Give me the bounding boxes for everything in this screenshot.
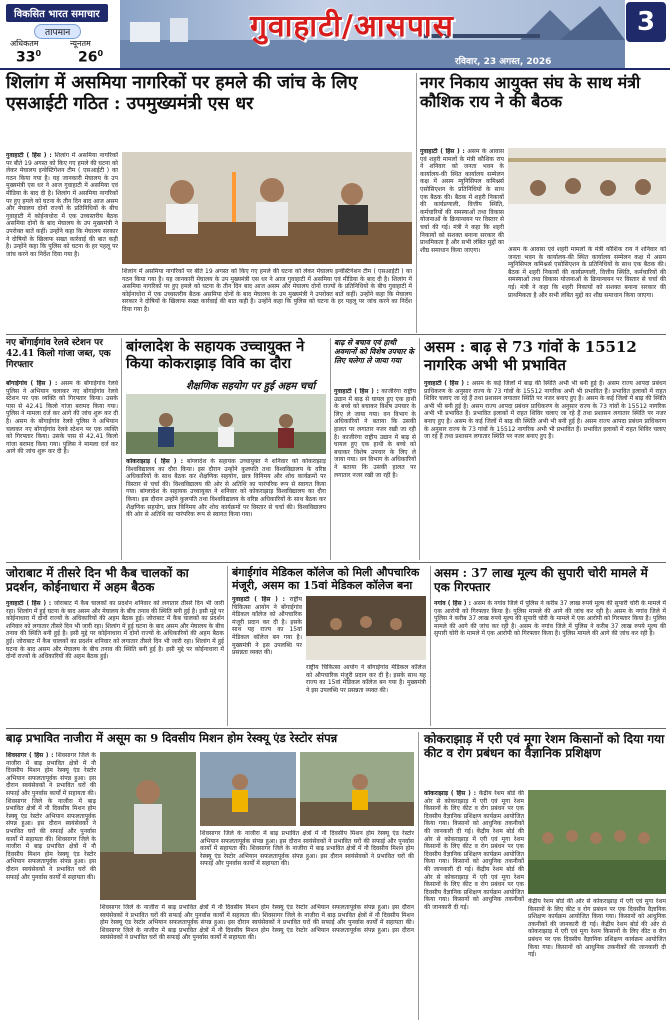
temperature-box: तापमान अधिकतम न्यूनतम $33^0$ $26^0$ [8, 24, 120, 64]
article-3-body: बोंगाईगांव ( हिंस ) : असम के बोंगाईगांव रेलवे पुलिस ने अभियान चलाकर नए बोंगाईगांव रेलवे स्टेशन पर एक व्यक्ति को गिरफ्तार किया। उसके पास से 42.41 किलो गांजा बरामद किया गया। पुलिस ने मामला दर्ज कर आगे की जांच शुरू कर दी है। असम के बोंगाईगांव रेलवे पुलिस ने अभियान चलाकर नए बोंगाईगांव रेलवे स्टेशन पर एक व्यक्ति को गिरफ्तार किया। उसके पास से 42.41 किलो गांजा बरामद किया गया। पुलिस ने मामला दर्ज कर आगे की जांच शुरू कर दी है। [6, 380, 118, 456]
brand-name: विकसित भारत समाचार [6, 4, 108, 22]
article-5-headline: बाढ़ से बचाव एवं हाथी अवमानों को विशेष उपचार के लिए चलेगा ले जाया गया [334, 338, 415, 365]
article-3-headline: नए बोंगाईगांव रेलवे स्टेशन पर 42.41 किलो गांजा जब्त, एक गिरफ्तार [6, 338, 111, 370]
article-9-headline: असम : 37 लाख मूल्य की सुपारी चोरी मामले में एक गिरफ्तार [434, 566, 648, 595]
article-1-body-cont: शिलांग में असमिया नागरिकों पर बीते 19 अगस्त को किए गए हमले की घटना को लेकर मेघालय इन्वेस्टिगेशन टीम ( एसआईटी ) का गठन किया गया है। यह जानकारी मेघालय के उप मुख्यमंत्री एस धर ने आज गुवाहाटी में असमिया एवं मीडिया के बाद दी है। शिलांग में असमिया नागरिकों पर हुए हमले को घटना के तीन दिन बाद आज असम और मेघालय दोनों राज्यों के प्रतिनिधियों के बीच गुवाहाटी में कोईनाधोरा में एक उच्चस्तरीय बैठक असमिया दोनों के बाद मेघालय के उप मुख्यमंत्री ने उपरोक्त बातें कहीं। उन्होंने कहा कि मेघालय सरकार ने दोषियों के खिलाफ सख्त कार्रवाई की बात कही है। उन्होंने कहा कि पुलिस को घटना के हर पहलू पर जांच करने का निर्देश दिया गया है। [122, 268, 412, 313]
article-10-headline: बाढ़ प्रभावित नाजीरा में असूम का 9 दिवसीय मिशन होम रेस्क्यू एंड रेस्टोर संपन्न [6, 731, 338, 745]
article-4-photo [126, 394, 326, 454]
temperature-title: तापमान [34, 24, 81, 39]
article-2-headline: नगर निकाय आयुक्त संघ के साथ मंत्री कौशिक राय ने की बैठक [420, 73, 641, 112]
article-2-photo [508, 148, 666, 242]
article-10-photo-1 [100, 752, 196, 900]
article-1-photo [122, 152, 412, 264]
article-7-headline: जोराबाट में तीसरे दिन भी कैब चालकों का प्रदर्शन, कोईनाधारा में अहम बैठक [6, 566, 189, 595]
article-11-photo [528, 790, 666, 894]
min-temp-value: 26 [78, 49, 98, 66]
article-11-headline: कोकराझाड़ में एरी एवं मूगा रेशम किसानों को दिया गया कीट व रोग प्रबंधन का वैज्ञानिक प्रशिक्षण [424, 732, 665, 761]
article-6-headline: असम : बाढ़ से 73 गांवों के 15512 नागरिक अभी भी प्रभावित [424, 338, 637, 374]
article-8-headline: बंगाईगांव मेडिकल कॉलेज को मिली औपचारिक मंजूरी, असम का 15वां मेडिकल कॉलेज बना [232, 566, 420, 593]
article-2-body-cont: असम के आवास एवं शहरी मामलों के मंत्री कौशिक राय ने शनिवार को जनता भवन के कार्यालय-की स्थित कार्यालय सम्मेलन कक्ष में असम म्युनिसिपल कमिश्नर्स एसोसिएशन के प्रतिनिधियों के साथ एक बैठक की। बैठक में शहरी निकायों की कार्यप्रणाली, वित्तीय स्थिति, कर्मचारियों की समस्याओं तथा विकास योजनाओं के क्रियान्वयन पर विस्तार से चर्चा की गई। मंत्री ने कहा कि शहरी निकायों को सशक्त बनाना सरकार की प्राथमिकता है और सभी लंबित मुद्दों का शीघ्र समाधान किया जाएगा। [508, 246, 666, 299]
article-2-body: गुवाहाटी ( हिंस ) : असम के आवास एवं शहरी मामलों के मंत्री कौशिक राय ने शनिवार को जनता भवन के कार्यालय-की स्थित कार्यालय सम्मेलन कक्ष में असम म्युनिसिपल कमिश्नर्स एसोसिएशन के प्रतिनिधियों के साथ एक बैठक की। बैठक में शहरी निकायों की कार्यप्रणाली, वित्तीय स्थिति, कर्मचारियों की समस्याओं तथा विकास योजनाओं के क्रियान्वयन पर विस्तार से चर्चा की गई। मंत्री ने कहा कि शहरी निकायों को सशक्त बनाना सरकार की प्राथमिकता है और सभी लंबित मुद्दों का शीघ्र समाधान किया जाएगा। [420, 148, 504, 254]
article-10-body-cont: शिवसागर जिले के नाजीरा में बाढ़ प्रभावित क्षेत्रों में नौ दिवसीय मिशन होम रेस्क्यू एंड रेस्टोर अभियान सफलतापूर्वक संपन्न हुआ। इस दौरान स्वयंसेवकों ने प्रभावित घरों की सफाई और पुनर्वास कार्यों में सहायता की। शिवसागर जिले के नाजीरा में बाढ़ प्रभावित क्षेत्रों में नौ दिवसीय मिशन होम रेस्क्यू एंड रेस्टोर अभियान सफलतापूर्वक संपन्न हुआ। इस दौरान स्वयंसेवकों ने प्रभावित घरों की सफाई और पुनर्वास कार्यों में सहायता की। [200, 830, 414, 868]
article-10-photo-3 [300, 752, 414, 826]
article-7-body: गुवाहाटी ( हिंस ) : जोराबाट में कैब चालकों का प्रदर्शन शनिवार को लगातार तीसरे दिन भी जारी रहा। शिलांग में हुई घटना के बाद असम और मेघालय के बीच तनाव की स्थिति बनी हुई है। इसी मुद्दे पर कोईनाधारा में दोनों राज्यों के अधिकारियों की अहम बैठक हुई। जोराबाट में कैब चालकों का प्रदर्शन शनिवार को लगातार तीसरे दिन भी जारी रहा। शिलांग में हुई घटना के बाद असम और मेघालय के बीच तनाव की स्थिति बनी हुई है। इसी मुद्दे पर कोईनाधारा में दोनों राज्यों के अधिकारियों की अहम बैठक हुई। जोराबाट में कैब चालकों का प्रदर्शन शनिवार को लगातार तीसरे दिन भी जारी रहा। शिलांग में हुई घटना के बाद असम और मेघालय के बीच तनाव की स्थिति बनी हुई है। इसी मुद्दे पर कोईनाधारा में दोनों राज्यों के अधिकारियों की अहम बैठक हुई। [6, 600, 224, 661]
article-10-photo-2 [200, 752, 296, 826]
article-11-body: कोकराझाड़ ( हिंस ) : केंद्रीय रेशम बोर्ड की ओर से कोकराझाड़ में एरी एवं मूगा रेशम किसानों के लिए कीट व रोग प्रबंधन पर एक दिवसीय वैज्ञानिक प्रशिक्षण कार्यक्रम आयोजित किया गया। किसानों को आधुनिक तकनीकों की जानकारी दी गई। केंद्रीय रेशम बोर्ड की ओर से कोकराझाड़ में एरी एवं मूगा रेशम किसानों के लिए कीट व रोग प्रबंधन पर एक दिवसीय वैज्ञानिक प्रशिक्षण कार्यक्रम आयोजित किया गया। किसानों को आधुनिक तकनीकों की जानकारी दी गई। केंद्रीय रेशम बोर्ड की ओर से कोकराझाड़ में एरी एवं मूगा रेशम किसानों के लिए कीट व रोग प्रबंधन पर एक दिवसीय वैज्ञानिक प्रशिक्षण कार्यक्रम आयोजित किया गया। किसानों को आधुनिक तकनीकों की जानकारी दी गई। [424, 790, 524, 911]
article-8-body: गुवाहाटी ( हिंस ) : राष्ट्रीय चिकित्सा आयोग ने बोंगाईगांव मेडिकल कॉलेज को औपचारिक मंजूरी प्रदान कर दी है। इसके साथ यह राज्य का 15वां मेडिकल कॉलेज बन गया है। मुख्यमंत्री ने इस उपलब्धि पर प्रसन्नता व्यक्त की। [232, 596, 302, 657]
article-10-body: शिवसागर ( हिंस ) : शिवसागर जिले के नाजीरा में बाढ़ प्रभावित क्षेत्रों में नौ दिवसीय मिशन होम रेस्क्यू एंड रेस्टोर अभियान सफलतापूर्वक संपन्न हुआ। इस दौरान स्वयंसेवकों ने प्रभावित घरों की सफाई और पुनर्वास कार्यों में सहायता की। शिवसागर जिले के नाजीरा में बाढ़ प्रभावित क्षेत्रों में नौ दिवसीय मिशन होम रेस्क्यू एंड रेस्टोर अभियान सफलतापूर्वक संपन्न हुआ। इस दौरान स्वयंसेवकों ने प्रभावित घरों की सफाई और पुनर्वास कार्यों में सहायता की। शिवसागर जिले के नाजीरा में बाढ़ प्रभावित क्षेत्रों में नौ दिवसीय मिशन होम रेस्क्यू एंड रेस्टोर अभियान सफलतापूर्वक संपन्न हुआ। इस दौरान स्वयंसेवकों ने प्रभावित घरों की सफाई और पुनर्वास कार्यों में सहायता की। [6, 752, 96, 881]
article-10-body-cont-2: शिवसागर जिले के नाजीरा में बाढ़ प्रभावित क्षेत्रों में नौ दिवसीय मिशन होम रेस्क्यू एंड रेस्टोर अभियान सफलतापूर्वक संपन्न हुआ। इस दौरान स्वयंसेवकों ने प्रभावित घरों की सफाई और पुनर्वास कार्यों में सहायता की। शिवसागर जिले के नाजीरा में बाढ़ प्रभावित क्षेत्रों में नौ दिवसीय मिशन होम रेस्क्यू एंड रेस्टोर अभियान सफलतापूर्वक संपन्न हुआ। इस दौरान स्वयंसेवकों ने प्रभावित घरों की सफाई और पुनर्वास कार्यों में सहायता की। शिवसागर जिले के नाजीरा में बाढ़ प्रभावित क्षेत्रों में नौ दिवसीय मिशन होम रेस्क्यू एंड रेस्टोर अभियान सफलतापूर्वक संपन्न हुआ। इस दौरान स्वयंसेवकों ने प्रभावित घरों की सफाई और पुनर्वास कार्यों में सहायता की। [100, 904, 414, 942]
max-temp-label: अधिकतम [10, 39, 39, 48]
article-9-body: नगांव ( हिंस ) : असम के नगांव जिले में पुलिस ने करीब 37 लाख रुपये मूल्य की सुपारी चोरी के मामले में एक आरोपी को गिरफ्तार किया है। पुलिस मामले की आगे की जांच कर रही है। असम के नगांव जिले में पुलिस ने करीब 37 लाख रुपये मूल्य की सुपारी चोरी के मामले में एक आरोपी को गिरफ्तार किया है। पुलिस मामले की आगे की जांच कर रही है। असम के नगांव जिले में पुलिस ने करीब 37 लाख रुपये मूल्य की सुपारी चोरी के मामले में एक आरोपी को गिरफ्तार किया है। पुलिस मामले की आगे की जांच कर रही है। [434, 600, 666, 638]
issue-date: रविवार, 23 अगस्त, 2026 [455, 57, 552, 67]
masthead [0, 0, 670, 70]
article-6-body: गुवाहाटी ( हिंस ) : असम के कई जिलों में बाढ़ की स्थिति अभी भी बनी हुई है। असम राज्य आपदा प्रबंधन प्राधिकरण के अनुसार राज्य के 73 गांवों के 15512 नागरिक अभी भी प्रभावित हैं। प्रभावित इलाकों में राहत शिविर चलाए जा रहे हैं तथा प्रशासन लगातार स्थिति पर नजर बनाए हुए है। असम के कई जिलों में बाढ़ की स्थिति अभी भी बनी हुई है। असम राज्य आपदा प्रबंधन प्राधिकरण के अनुसार राज्य के 73 गांवों के 15512 नागरिक अभी भी प्रभावित हैं। प्रभावित इलाकों में राहत शिविर चलाए जा रहे हैं तथा प्रशासन लगातार स्थिति पर नजर बनाए हुए है। असम के कई जिलों में बाढ़ की स्थिति अभी भी बनी हुई है। असम राज्य आपदा प्रबंधन प्राधिकरण के अनुसार राज्य के 73 गांवों के 15512 नागरिक अभी भी प्रभावित हैं। प्रभावित इलाकों में राहत शिविर चलाए जा रहे हैं तथा प्रशासन लगातार स्थिति पर नजर बनाए हुए है। [424, 380, 666, 441]
article-4-subheadline: शैक्षणिक सहयोग पर हुई अहम चर्चा [186, 381, 316, 392]
article-8-photo [306, 596, 426, 660]
article-8-body-cont: राष्ट्रीय चिकित्सा आयोग ने बोंगाईगांव मेडिकल कॉलेज को औपचारिक मंजूरी प्रदान कर दी है। इसके साथ यह राज्य का 15वां मेडिकल कॉलेज बन गया है। मुख्यमंत्री ने इस उपलब्धि पर प्रसन्नता व्यक्त की। [306, 664, 426, 694]
article-1-body: गुवाहाटी ( हिंस ) : शिलांग में असमिया नागरिकों पर बीते 19 अगस्त को किए गए हमले की घटना को लेकर मेघालय इन्वेस्टिगेशन टीम ( एसआईटी ) का गठन किया गया है। यह जानकारी मेघालय के उप मुख्यमंत्री एस धर ने आज गुवाहाटी में असमिया एवं मीडिया के बाद दी है। शिलांग में असमिया नागरिकों पर हुए हमले को घटना के तीन दिन बाद आज असम और मेघालय दोनों राज्यों के प्रतिनिधियों के बीच गुवाहाटी में कोईनाधोरा में एक उच्चस्तरीय बैठक असमिया दोनों के बाद मेघालय के उप मुख्यमंत्री ने उपरोक्त बातें कहीं। उन्होंने कहा कि मेघालय सरकार ने दोषियों के खिलाफ सख्त कार्रवाई की बात कही है। उन्होंने कहा कि पुलिस को घटना के हर पहलू पर जांच करने का निर्देश दिया गया है। [6, 152, 118, 258]
article-11-body-cont: केंद्रीय रेशम बोर्ड की ओर से कोकराझाड़ में एरी एवं मूगा रेशम किसानों के लिए कीट व रोग प्रबंधन पर एक दिवसीय वैज्ञानिक प्रशिक्षण कार्यक्रम आयोजित किया गया। किसानों को आधुनिक तकनीकों की जानकारी दी गई। केंद्रीय रेशम बोर्ड की ओर से कोकराझाड़ में एरी एवं मूगा रेशम किसानों के लिए कीट व रोग प्रबंधन पर एक दिवसीय वैज्ञानिक प्रशिक्षण कार्यक्रम आयोजित किया गया। किसानों को आधुनिक तकनीकों की जानकारी दी गई। [528, 898, 666, 959]
article-1-headline: शिलांग में असमिया नागरिकों पर हमले की जांच के लिए एसआईटी गठित : उपमुख्यमंत्री एस धर [6, 73, 358, 114]
max-temp-value: 33 [16, 49, 36, 66]
article-4-headline: बांग्लादेश के सहायक उच्चायुक्त ने किया कोकराझाड़ विवि का दौरा [126, 338, 305, 373]
min-temp-label: न्यूनतम [70, 39, 91, 48]
article-4-body: कोकराझाड़ ( हिंस ) : बांग्लादेश के सहायक उच्चायुक्त ने शनिवार को कोकराझाड़ विश्वविद्यालय का दौरा किया। इस दौरान उन्होंने कुलपति तथा विश्वविद्यालय के वरिष्ठ अधिकारियों के साथ बैठक कर शैक्षणिक सहयोग, छात्र विनिमय और शोध कार्यक्रमों पर विस्तार से चर्चा की। विश्वविद्यालय की ओर से अतिथि का पारंपरिक रूप से स्वागत किया गया। बांग्लादेश के सहायक उच्चायुक्त ने शनिवार को कोकराझाड़ विश्वविद्यालय का दौरा किया। इस दौरान उन्होंने कुलपति तथा विश्वविद्यालय के वरिष्ठ अधिकारियों के साथ बैठक कर शैक्षणिक सहयोग, छात्र विनिमय और शोध कार्यक्रमों पर विस्तार से चर्चा की। विश्वविद्यालय की ओर से अतिथि का पारंपरिक रूप से स्वागत किया गया। [126, 458, 326, 519]
page-number: 3 [626, 2, 666, 42]
section-title: गुवाहाटी/आसपास [250, 9, 454, 44]
article-5-body: गुवाहाटी ( हिंस ) : काजीरंगा राष्ट्रीय उद्यान में बाढ़ से घायल हुए एक हाथी के बच्चे को बचाकर विशेष उपचार के लिए ले जाया गया। वन विभाग के अधिकारियों ने बताया कि उसकी हालत पर लगातार नजर रखी जा रही है। काजीरंगा राष्ट्रीय उद्यान में बाढ़ से घायल हुए एक हाथी के बच्चे को बचाकर विशेष उपचार के लिए ले जाया गया। वन विभाग के अधिकारियों ने बताया कि उसकी हालत पर लगातार नजर रखी जा रही है। [334, 388, 416, 479]
